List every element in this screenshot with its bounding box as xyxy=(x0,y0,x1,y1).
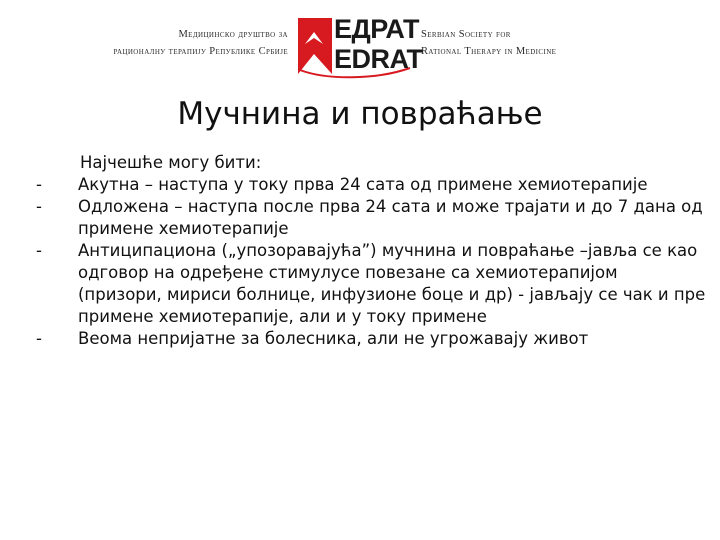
org-name-english xyxy=(421,26,556,60)
org-name-serbian xyxy=(114,26,288,60)
dash-bullet: - xyxy=(36,241,42,260)
list-item-text: Акутна – наступа у току прва 24 сата од примене хемиотерапије xyxy=(78,175,648,194)
dash-bullet: - xyxy=(36,197,42,216)
slide-header xyxy=(0,0,720,90)
list-item xyxy=(36,328,706,350)
dash-bullet: - xyxy=(36,329,42,348)
list-item-text: Веома непријатне за болесника, али не угрожавају живот xyxy=(78,329,589,348)
symptom-list xyxy=(36,174,706,350)
medrat-logo xyxy=(296,8,423,80)
list-item-text: Антиципациона („упозоравајућа”) мучнина и повраћање –јавља се као одговор на одређене стимулусе повезане са хемиотерапијом (призори, мириси болнице, инфузионе боце и др) - јављају се чак и пре примене хемиотерапије, али и у току примене xyxy=(78,241,706,326)
list-item xyxy=(36,196,706,240)
logo-wordmark-latin: EDRAT xyxy=(334,44,423,74)
intro-text: Најчешће могу бити: xyxy=(80,153,262,172)
org-name-serbian-line1: Медицинско друштво за xyxy=(178,29,288,40)
logo-wordmark-cyrillic: ЕДРАТ xyxy=(334,14,420,44)
org-name-serbian-line2: рационалну терапију Републике Србије xyxy=(113,46,288,57)
list-item xyxy=(36,240,706,328)
slide-body xyxy=(36,152,706,350)
list-item-text: Одложена – наступа после прва 24 сата и може трајати и до 7 дана од примене хемиотерапије xyxy=(78,197,703,238)
dash-bullet: - xyxy=(36,175,42,194)
org-name-english-line2: Rational Therapy in Medicine xyxy=(421,46,557,57)
slide-title: Мучнина и повраћање xyxy=(177,96,543,132)
list-item xyxy=(36,174,706,196)
org-name-english-line1: Serbian Society for xyxy=(421,29,511,40)
